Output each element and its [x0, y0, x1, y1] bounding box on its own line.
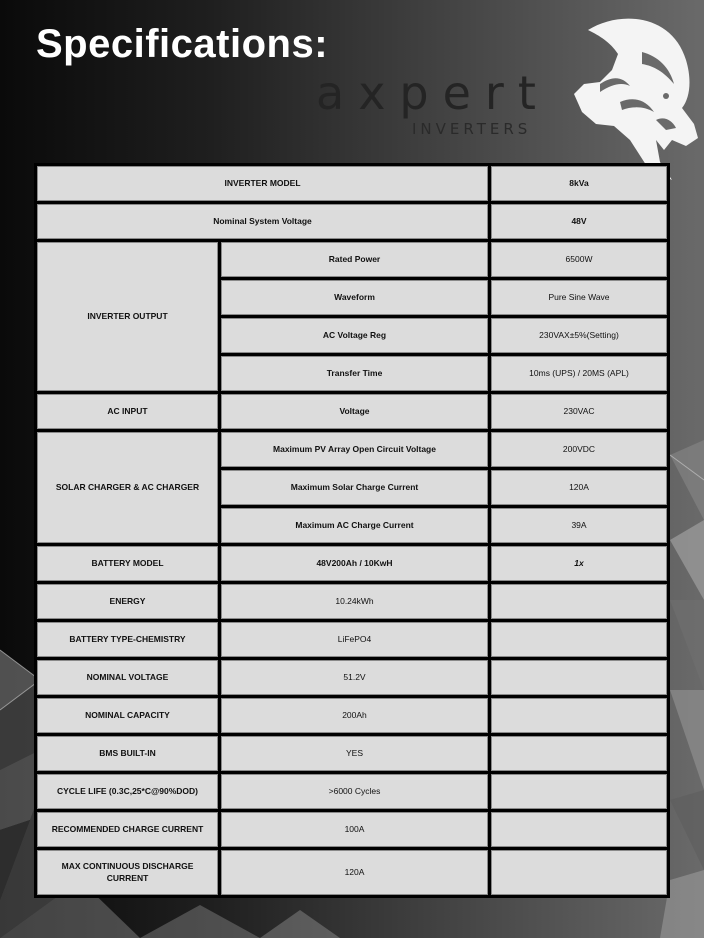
- empty-cell: [491, 622, 667, 657]
- horse-head-icon: [560, 12, 700, 187]
- table-row: [37, 850, 667, 895]
- table-row: [37, 774, 667, 809]
- empty-cell: [491, 584, 667, 619]
- nominal-system-voltage-label: Nominal System Voltage: [37, 204, 488, 239]
- battery-spec-label: ENERGY: [37, 584, 218, 619]
- table-row: [37, 736, 667, 771]
- inverter-model-value: 8kVa: [491, 166, 667, 201]
- page-title: Specifications:: [36, 22, 329, 66]
- spec-value: 200VDC: [491, 432, 667, 467]
- spec-label: Transfer Time: [221, 356, 488, 391]
- battery-spec-value: 10.24kWh: [221, 584, 488, 619]
- battery-spec-value: >6000 Cycles: [221, 774, 488, 809]
- brand-logo: [316, 66, 550, 140]
- spec-label: Maximum Solar Charge Current: [221, 470, 488, 505]
- battery-model-value: 48V200Ah / 10KwH: [221, 546, 488, 581]
- table-row: [37, 394, 667, 429]
- spec-label: Maximum AC Charge Current: [221, 508, 488, 543]
- spec-label: Waveform: [221, 280, 488, 315]
- specifications-table: [34, 163, 670, 898]
- spec-label: Voltage: [221, 394, 488, 429]
- empty-cell: [491, 660, 667, 695]
- inverter-output-label: INVERTER OUTPUT: [37, 242, 218, 391]
- empty-cell: [491, 850, 667, 895]
- battery-spec-value: 100A: [221, 812, 488, 847]
- brand-tagline: INVERTERS: [412, 120, 532, 138]
- spec-label: AC Voltage Reg: [221, 318, 488, 353]
- empty-cell: [491, 774, 667, 809]
- battery-spec-value: YES: [221, 736, 488, 771]
- ac-input-label: AC INPUT: [37, 394, 218, 429]
- battery-spec-value: 120A: [221, 850, 488, 895]
- table-row: [37, 546, 667, 581]
- solar-charger-label: SOLAR CHARGER & AC CHARGER: [37, 432, 218, 543]
- battery-spec-value: 200Ah: [221, 698, 488, 733]
- battery-spec-label: BATTERY TYPE-CHEMISTRY: [37, 622, 218, 657]
- battery-spec-value: 51.2V: [221, 660, 488, 695]
- battery-spec-label: NOMINAL CAPACITY: [37, 698, 218, 733]
- battery-spec-label: NOMINAL VOLTAGE: [37, 660, 218, 695]
- battery-spec-label: CYCLE LIFE (0.3C,25*C@90%DOD): [37, 774, 218, 809]
- table-row: [37, 698, 667, 733]
- spec-value: 39A: [491, 508, 667, 543]
- table-row: [37, 622, 667, 657]
- battery-spec-value: LiFePO4: [221, 622, 488, 657]
- inverter-model-label: INVERTER MODEL: [37, 166, 488, 201]
- empty-cell: [491, 698, 667, 733]
- battery-model-label: BATTERY MODEL: [37, 546, 218, 581]
- spec-value: 6500W: [491, 242, 667, 277]
- empty-cell: [491, 812, 667, 847]
- spec-value: 120A: [491, 470, 667, 505]
- battery-spec-label: MAX CONTINUOUS DISCHARGE CURRENT: [37, 850, 218, 895]
- battery-spec-label: BMS BUILT-IN: [37, 736, 218, 771]
- spec-value: Pure Sine Wave: [491, 280, 667, 315]
- nominal-system-voltage-value: 48V: [491, 204, 667, 239]
- table-row: [37, 166, 667, 201]
- spec-value: 230VAX±5%(Setting): [491, 318, 667, 353]
- spec-label: Rated Power: [221, 242, 488, 277]
- battery-quantity: 1x: [491, 546, 667, 581]
- spec-value: 10ms (UPS) / 20MS (APL): [491, 356, 667, 391]
- spec-value: 230VAC: [491, 394, 667, 429]
- battery-spec-label: RECOMMENDED CHARGE CURRENT: [37, 812, 218, 847]
- table-row: [37, 432, 667, 467]
- table-row: [37, 204, 667, 239]
- spec-label: Maximum PV Array Open Circuit Voltage: [221, 432, 488, 467]
- table-row: [37, 242, 667, 277]
- empty-cell: [491, 736, 667, 771]
- brand-name: axpert: [316, 66, 550, 120]
- table-row: [37, 660, 667, 695]
- table-row: [37, 584, 667, 619]
- table-row: [37, 812, 667, 847]
